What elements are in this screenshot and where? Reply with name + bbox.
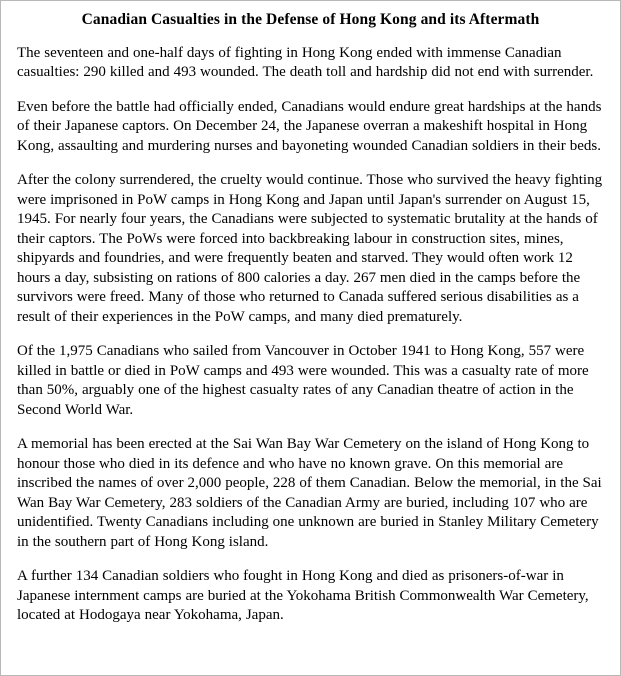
paragraph-4: Of the 1,975 Canadians who sailed from Vancouver in October 1941 to Hong Kong, 557 were killed in battle or died in PoW camps and 493 were wounded. This was a casualty rate of more than 50%, arguably one of the highest casualty rates of any Canadian theatre of action in the Second World War. — [17, 343, 589, 418]
paragraph-3: After the colony surrendered, the cruelty would continue. Those who survived the heavy fighting were imprisoned in PoW camps in Hong Kong and Japan until Japan's surrender on August 15, 1945. For nearly four years, the Canadians were subjected to systematic brutality at the hands of their captors. The PoWs were forced into backbreaking labour in construction sites, mines, shipyards and foundries, and were frequently beaten and starved. They would often work 12 hours a day, subsisting on rations of 800 calories a day. 267 men died in the camps before the survivors were freed. Many of those who returned to Canada suffered serious disabilities as a result of their experiences in the PoW camps, and many died prematurely. — [17, 172, 603, 325]
paragraph-1: The seventeen and one-half days of fighting in Hong Kong ended with immense Canadian casualties: 290 killed and 493 wounded. The death toll and hardship did not end with surrender. — [17, 44, 594, 81]
paragraph-5: A memorial has been erected at the Sai Wan Bay War Cemetery on the island of Hong Kong to honour those who died in its defence and who have no known grave. On this memorial are inscribed the names of over 2,000 people, 228 of them Canadian. Below the memorial, in the Sai Wan Bay War Cemetery, 283 soldiers of the Canadian Army are buried, including 107 who are unidentified. Twenty Canadians including one unknown are buried in Stanley Military Cemetery in the southern part of Hong Kong island. — [17, 436, 602, 550]
page-title: Canadian Casualties in the Defense of Hong Kong and its Aftermath — [81, 11, 540, 28]
paragraph-2: Even before the battle had officially ended, Canadians would endure great hardships at the hands of their Japanese captors. On December 24, the Japanese overran a makeshift hospital in Hong Kong, assaulting and murdering nurses and bayoneting wounded Canadian soldiers in their beds. — [17, 98, 602, 154]
paragraph-6: A further 134 Canadian soldiers who fought in Hong Kong and died as prisoners-of-war in Japanese internment camps are buried at the Yokohama British Commonwealth War Cemetery, located at Hodogaya near Yokohama, Japan. — [17, 568, 589, 624]
